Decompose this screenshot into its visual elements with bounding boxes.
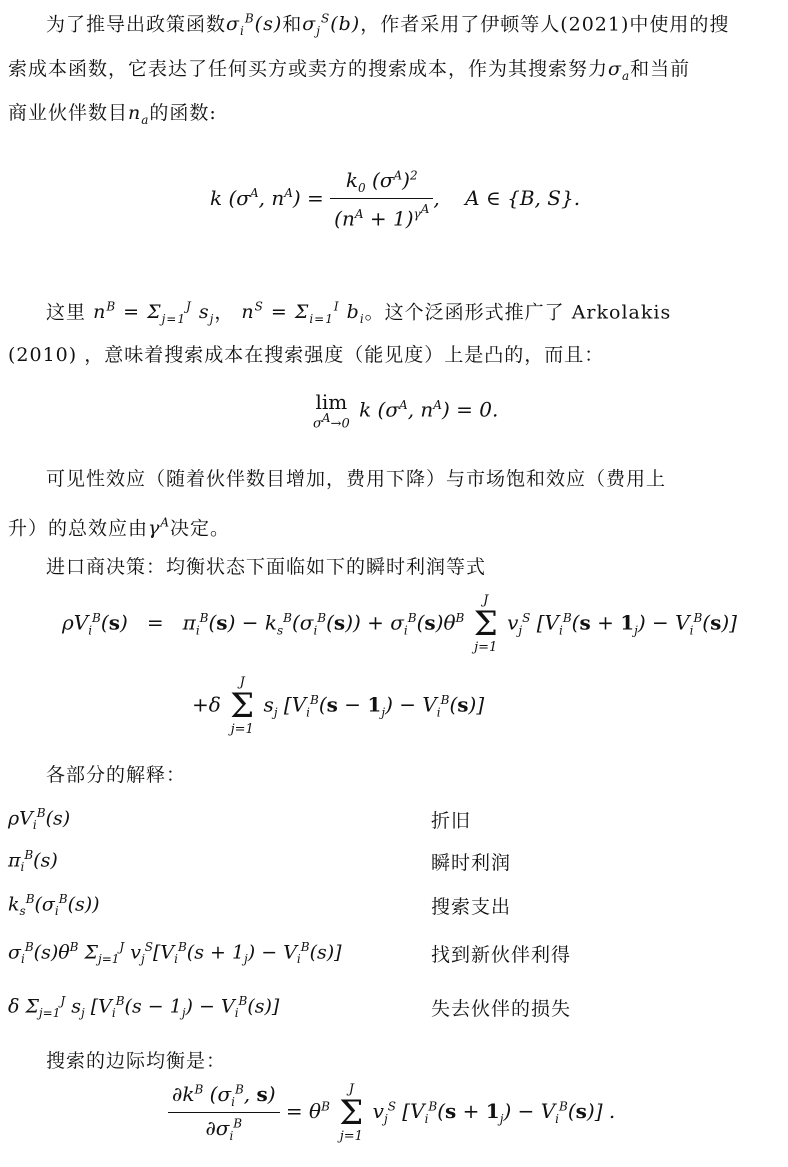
intro-paragraph [8,2,780,48]
interpretation-text: 各部分的解释： [46,764,187,786]
term-description: 搜索支出 [431,896,512,918]
definition-paragraph-line2 [8,338,780,372]
term-formula: $\rho V_i^B(s)$ [8,806,71,833]
term-row [8,994,768,1034]
equation-search-cost: k ($\sigma^A$, $n^A$) = $\frac{k_0 (\sigma^A)^2}{(n^A + 1)^{\gamma^A}}$ , A ∈ {B, S}. [210,168,581,231]
equation-profit-line2: +δ J Σ j=1 $s_j$ $[V_i^B(s - 1_j) - V_i^B(s)]$ [192,675,485,737]
term-row [8,940,768,980]
intro-text-7: 的函数: [149,102,217,124]
effects-paragraph-line2 [8,506,780,545]
inline-math-nB: $n^B = \Sigma_{j=1}^J$ $s_j$ [93,300,215,327]
term-formula: $\pi_i^B(s)$ [8,848,58,875]
def-text-2: 。这个泛函形式推广了 Arkolakis [364,301,672,324]
effects-paragraph [8,462,780,496]
intro-text-1: 为了推导出政策函数 [46,13,227,36]
intro-text-6: 商业伙伴数目 [8,102,129,124]
term-description: 折旧 [431,810,472,832]
equation-limit: lim $\sigma^A\to 0$ k ($\sigma^A$, $n^A) = 0$. [313,390,499,432]
intro-paragraph-line3 [8,96,780,137]
inline-math-n-a: $n_a$ [128,102,150,127]
inline-math-nS: $n^S = \Sigma_{i=1}^I$ $b_i$ [241,300,365,327]
term-description: 找到新伙伴利得 [431,944,572,966]
marginal-equilibrium-heading [8,1044,780,1078]
intro-text-2: 和 [282,13,303,36]
def-separator: ， [214,301,235,324]
inline-math-sigma-jS: $\sigma_j^S(b)$ [302,12,361,39]
interpretation-heading [8,758,780,792]
inline-math-sigma-iB: $\sigma_i^B(s)$ [226,12,283,39]
term-formula: $\sigma_i^B(s)\theta^B$ $\Sigma_{j=1}^J$ $v_j^S[V_i^B(s + 1_j) - V_i^B(s)]$ [8,940,342,967]
term-description: 瞬时利润 [431,852,512,874]
term-row [8,806,768,846]
inline-math-sigma-a: $\sigma_a$ [608,58,631,83]
def-text-1: 这里 [46,301,87,324]
marginal-text: 搜索的边际均衡是： [46,1050,227,1072]
term-row [8,892,768,932]
intro-text-4: 索成本函数，它表达了任何买方或卖方的搜索成本，作为其搜索努力 [8,58,609,80]
equation-profit-line1: $\rho V_i^B(s) = \pi_i^B(s) - k_s^B(\sigma_i^B(s)) + \sigma_i^B(s)\theta^B$ J Σ j=1 $v_j^S$ $[V_i^B(s + 1_j) - V_i^B(s)]$ [62,593,737,655]
intro-text-5: 和当前 [630,58,691,80]
importer-decision-heading [8,550,780,584]
term-formula: δ $\Sigma_{j=1}^J$ $s_j$ $[V_i^B(s - 1_j) - V_i^B(s)]$ [8,994,280,1021]
equation-marginal: $\frac{\partial k^B (\sigma_i^B, s)}{\partial\sigma_i^B}$ = $\theta^B$ J Σ j=1 $v_j^S$ $[V_i^B(s + 1_j) - V_i^B(s)]$ . [168,1082,615,1143]
intro-text-3: ，作者采用了伊顿等人(2021)中使用的搜 [360,13,730,36]
definition-paragraph [8,290,780,336]
effects-text-3: 决定。 [170,517,231,540]
intro-paragraph-line2 [8,52,780,93]
effects-text-2: 升）的总效应由 [8,517,149,540]
inline-math-gamma-A: $\gamma^A$ [148,516,171,540]
def-text-3: (2010) ，意味着搜索成本在搜索强度（能见度）上是凸的，而且： [8,344,605,366]
term-formula: $k_s^B(\sigma_i^B(s))$ [8,892,100,919]
effects-text-1: 可见性效应（随着伙伴数目增加，费用下降）与市场饱和效应（费用上 [46,468,667,490]
importer-text: 进口商决策：均衡状态下面临如下的瞬时利润等式 [46,556,487,578]
term-row [8,848,768,888]
term-description: 失去伙伴的损失 [431,998,572,1020]
